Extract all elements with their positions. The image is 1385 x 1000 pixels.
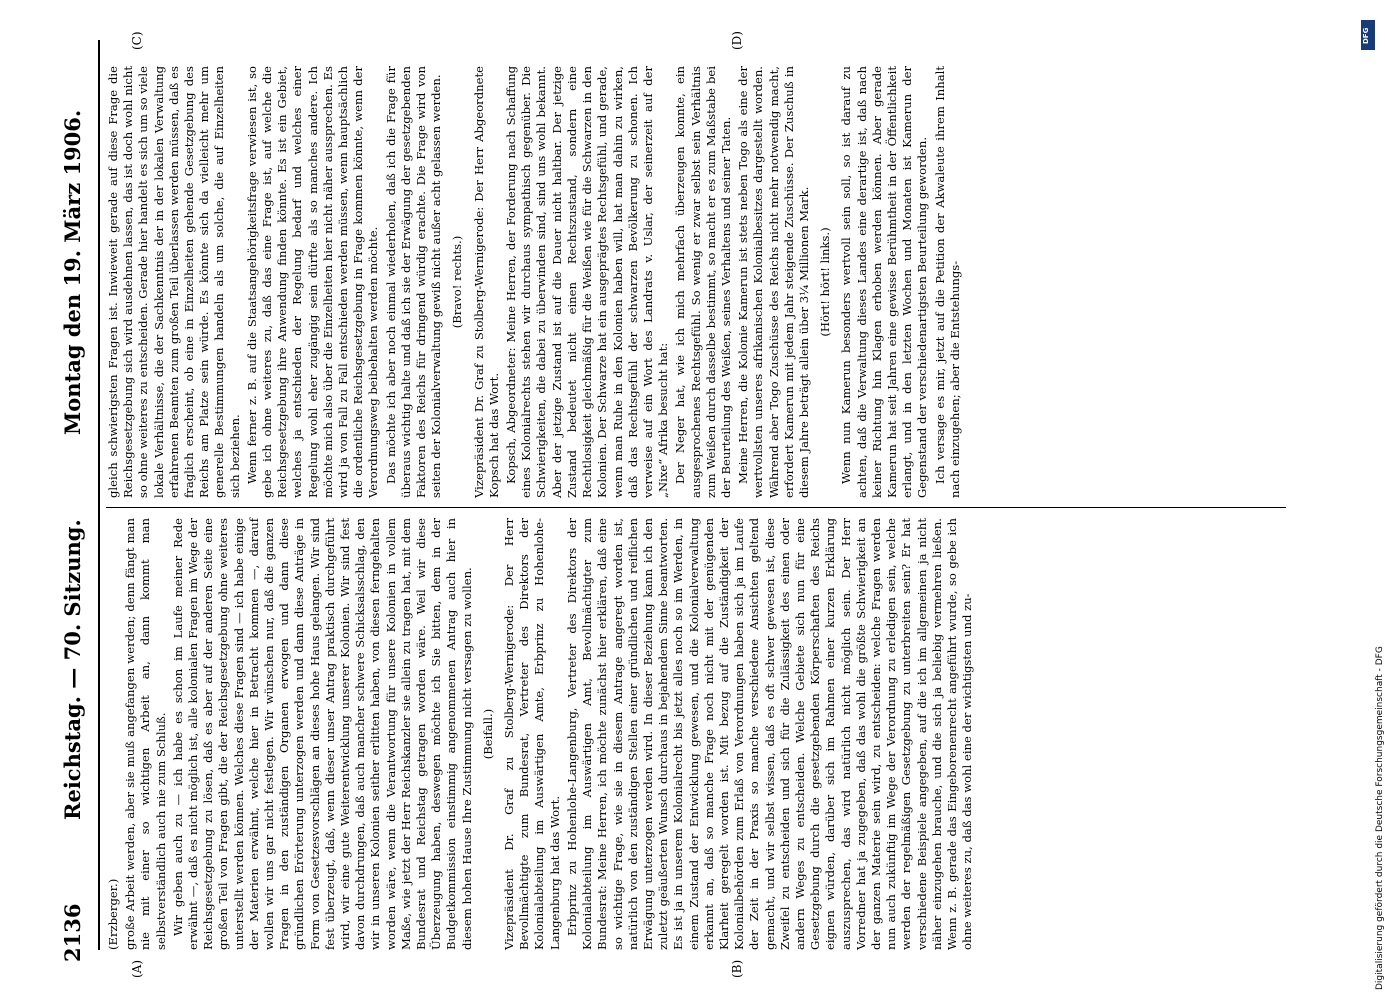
body-paragraph: Wir geben auch zu — ich habe es schon im Laufe meiner Rede erwähnt —, daß es nicht möglich ist, alle kolonialen Fragen im Wege der Reichsgesetzgebung zu lösen, daß es aber auf der anderen Seite eine großen Teil von Fragen gibt, die der Reichsgesetzgebung ohne weiteres unterstellt werden können. Welches diese Fragen sind — ich habe einige der Materien erwähnt, welche hier in Betracht kommen —, darauf wollen wir uns gar nicht festlegen. Wir wünschen nur, daß die ganzen Fragen in den zuständigen Organen erwogen und dann diese gründlichen Erörterung unterzogen werden und dann diese Anträge in Form von Gesetzesvorschlägen an dieses hohe Haus gelangen. Wir sind fest überzeugt, daß, wenn dieser unser Antrag praktisch durchgeführt wird, wir eine gute Weiterentwicklung unserer Kolonien. Wir sind fest davon durchdrungen, daß auch mancher schwere Schicksalsschlag, den wir in unseren Kolonien seither erlitten haben, von diesen ferngehalten worden wäre, wenn die Verantwortung für unsere Kolonien in vollem Maße, wie jetzt der Herr Reichskanzler sie allein zu tragen hat, mit dem Bundesrat und Reichstag getragen worden wäre. Weil wir diese Überzeugung haben, deswegen möchte ich Sie bitten, dem in der Budgetkommission einstimmig angenommenen Antrag auch hier in diesem hohen Hause Ihre Zustimmung nicht versagen zu wollen. [170,518,474,950]
body-paragraph: Das möchte ich aber noch einmal wiederholen, daß ich die Frage für überaus wichtig halte und daß ich sie der Erwägung der gesetzgebenden Faktoren des Reichs für dringend würdig erachte. Die Frage wird von seiten der Kolonialverwaltung gewiß nicht außer acht gelassen werden. [383,66,444,498]
body-paragraph: Ich versage es mir, jetzt auf die Petition der Akwaleute ihrem Inhalt nach einzugehen; aber die Entstehungs- [932,66,962,498]
reichstag-page [20,20,1290,980]
interjection: (Beifall.) [480,708,495,760]
header-rule [98,40,100,950]
interjection: (Hört! hört! links.) [818,227,833,337]
speaker-announcement: Vizepräsident Dr. Graf zu Stolberg-Wernigerode: Der Herr Abgeordnete Kopsch hat das Wort. [471,66,501,498]
interjection: (Bravo! rechts.) [450,235,465,329]
margin-letter-d: (D) [730,31,744,50]
margin-letter-c: (C) [130,31,144,50]
body-paragraph: große Arbeit werden, aber sie muß angefangen werden; denn fängt man nie mit einer so wichtigen Arbeit an, dann kommt man selbstverständlich auch nie zum Schluß. [123,518,168,950]
body-paragraph: Der Neger hat, wie ich mich mehrfach überzeugen konnte, ein ausgesprochenes Rechtsgefühl. So wenig er zwar selbst sein Verhältnis zum Weißen durch dasselbe bestimmt, so macht er es zum Maßstabe bei der Beurteilung des Weißen, seines Verhaltens und seiner Taten. [673,66,733,498]
margin-letter-a: (A) [130,959,144,978]
funding-credit: Digitalisierung gefördert durch die Deutsche Forschungsgemeinschaft - DFG [1375,646,1385,990]
speaker-announcement: Vizepräsident Dr. Graf zu Stolberg-Wernigerode: Der Herr Bevollmächtigte zum Bundesrat, Vertreter des Direktors der Kolonialabteilung im Auswärtigen Amte, Erbprinz zu Hohenlohe-Langenburg hat das Wort. [502,518,562,950]
body-paragraph: Erbprinz zu Hohenlohe-Langenburg, Vertreter des Direktors der Kolonialabteilung im Auswärtigen Amt, Bevollmächtigter zum Bundesrat: Meine Herren, ich möchte zunächst hier erklären, daß eine so wichtige Frage, wie sie in diesem Antrage angeregt worden ist, natürlich von den zuständigen Stellen einer gründlichen und reiflichen Erwägung unterzogen werden wird. In dieser Beziehung kann ich den zuletzt geäußerten Wunsch durchaus in bejahendem Sinne beantworten. Es ist ja in unserem Kolonialrecht bis jetzt alles noch so im Werden, in einem Zustand der Entwicklung gewesen, und die Kolonialverwaltung erkannt an, daß so manche Frage noch nicht mit der genügenden Klarheit geregelt worden ist. Mit bezug auf die Zuständigkeit der Kolonialbehörden zum Erlaß von Verordnungen haben sich ja im Laufe der Zeit in der Praxis so manche verschiedene Ansichten geltend gemacht, und wir selbst wissen, daß es oft schwer gewesen ist, diese Zweifel zu entscheiden und sich für die Zulässigkeit des einen oder andern Weges zu entscheiden. Welche Gebiete sich nun für eine Gesetzgebung durch die gesetzgebenden Körperschaften des Reichs eignen würden, darüber sich im Rahmen einer kurzen Erklärung auszusprechen, das wird natürlich nicht möglich sein. Der Herr Vorredner hat ja zugegeben, daß das wohl die größte Schwierigkeit an der ganzen Materie sein wird, zu entscheiden: welche Fragen werden nun auch zukünftig im Wege der Verordnung zu erledigen sein, welche werden der regelmäßigen Gesetzgebung zu unterbreiten sein? Er hat verschiedene Beispiele angegeben, auf die ich im allgemeinen ja nicht näher einzugehen brauche, und die sich ja beliebig vermehren ließen. Wenn z. B. gerade das Eingeborenenrecht angeführt wurde, so gebe ich ohne weiteres zu, daß das wohl eine der wichtigsten und zu- [564,518,975,950]
session-date: Montag den 19. März 1906. [60,109,85,435]
right-column [106,66,965,498]
body-paragraph: gleich schwierigsten Fragen ist. Inwieweit gerade auf diese Frage die Reichsgesetzgebung sich wird ausdehnen lassen, das ist doch wohl nicht so ohne weiteres zu entscheiden. Gerade hier handelt es sich um so viele lokale Verhältnisse, die der Sachkenntnis der in der lokalen Verwaltung erfahrenen Beamten zum großen Teil überlassen werden müssen, daß es fraglich erscheint, ob eine in Einzelheiten gehende Gesetzgebung des Reichs am Platze sein würde. Es könnte sich da vielleicht mehr um generelle Bestimmungen handeln als um solche, die auf Einzelheiten sich beziehen. [106,66,242,498]
column-divider [106,507,1286,508]
body-paragraph: Kopsch, Abgeordneter: Meine Herren, der Forderung nach Schaffung eines Kolonialrechts stehen wir durchaus sympathisch gegenüber. Die Schwierigkeiten, die dabei zu überwinden sind, sind uns wohl bekannt. Aber der jetzige Zustand ist auf die Dauer nicht haltbar. Der jetzige Zustand bedeutet nicht einen Rechtszustand, sondern eine Rechtlosigkeit gleichmäßig für die Weißen wie für die Schwarzen in den Kolonien. Der Schwarze hat ein ausgeprägtes Rechtsgefühl, und gerade, wenn man Ruhe in den Kolonien haben will, hat man dahin zu wirken, daß das Rechtsgefühl der schwarzen Bevölkerung zu schonen. Ich verweise auf ein Wort des Landrats v. Uslar, der seinerzeit auf der „Nixe“ Afrika besucht hat: [504,66,671,498]
body-paragraph: Wenn nun Kamerun besonders wertvoll sein soll, so ist darauf zu achten, daß die Verwaltung dieses Landes eine derartige ist, daß nach keiner Richtung hin Klagen erhoben werden können. Aber gerade Kamerun hat seit Jahren eine gewisse Berühmtheit in der Öffentlichkeit erlangt, und in den letzten Wochen und Monaten ist Kamerun der Gegenstand der verschiedenartigsten Beurteilung geworden. [839,66,930,498]
page-header [60,20,94,980]
session-title: Reichstag. — 70. Sitzung. [60,519,85,820]
body-paragraph: (Erzberger.) [106,878,120,950]
body-paragraph: Meine Herren, die Kolonie Kamerun ist stets neben Togo als eine der wertvollsten unseres afrikanischen Kolonialbesitzes dargestellt worden. Während aber Togo Zuschüsse des Reichs nicht mehr notwendig macht, erfordert Kamerun mit jedem Jahr steigende Zuschüsse. Der Zuschuß in diesem Jahre beträgt allein über 3¼ Millionen Mark. [736,66,811,498]
digitization-footer [1359,10,1385,990]
body-paragraph: Wenn ferner z. B. auf die Staatsangehörigkeitsfrage verwiesen ist, so gebe ich ohne weiteres zu, daß das eine Frage ist, auf welche die Reichsgesetzgebung ihre Anwendung finden könnte. Es ist ein Gebiet, welches ja entschieden der Regelung bedarf und welches einer Regelung wohl eher zugängig sein dürfte als so manches andere. Ich möchte mich also über die Einzelheiten hier nicht näher aussprechen. Es wird ja von Fall zu Fall entschieden werden müssen, wenn hauptsächlich die ordentliche Reichsgesetzgebung in Frage kommen könnte, wenn der Verordnungsweg beibehalten werden möchte. [244,66,381,498]
margin-letter-b: (B) [730,959,744,978]
dfg-logo-text: DFG [1362,27,1370,44]
page-number: 2136 [60,903,85,962]
dfg-logo [1361,20,1375,50]
left-column [106,518,977,950]
